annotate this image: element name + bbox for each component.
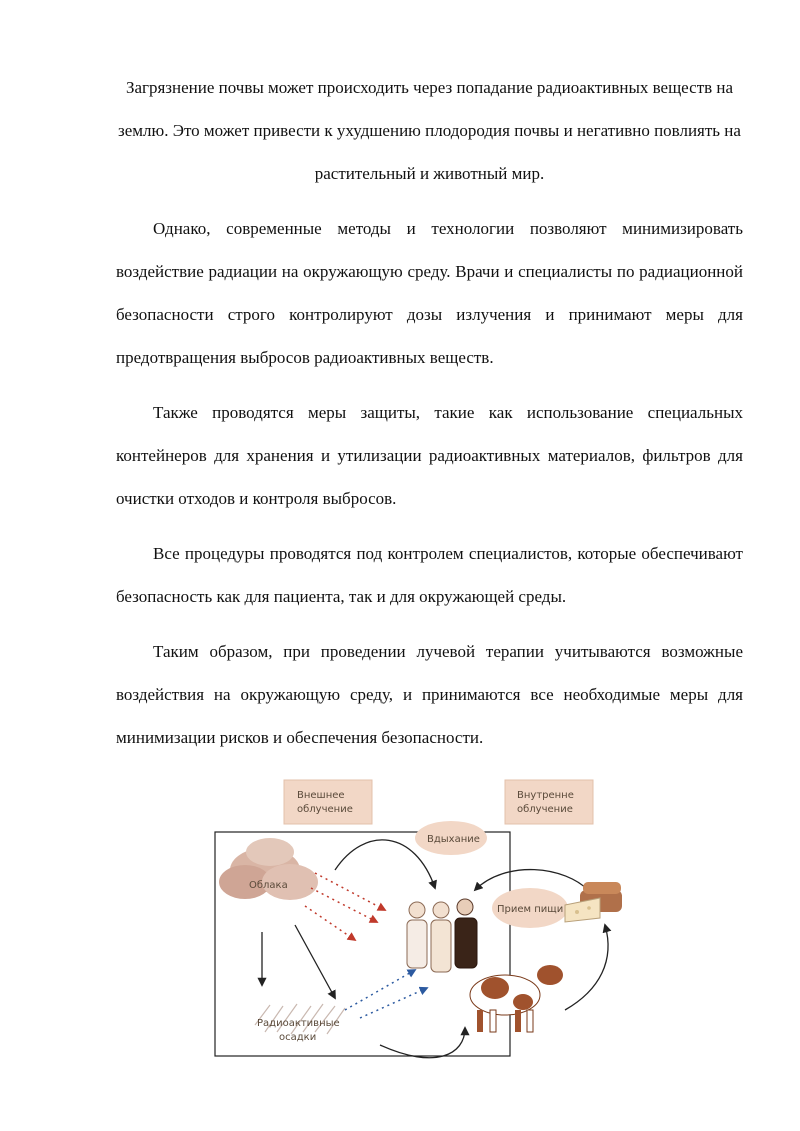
paragraph-protection-measures: Также проводятся меры защиты, такие как использование специальных контейнеров для хранения и утилизации радиоактивных материалов, фильтров для очистки отходов и контроля выбросов. <box>116 403 743 508</box>
external-exposure-label <box>284 780 372 824</box>
svg-text:Внутренне: Внутренне <box>517 790 574 801</box>
inhalation-label <box>415 821 487 855</box>
body-text <box>116 66 743 771</box>
paragraph-specialist-control: Все процедуры проводятся под контролем специалистов, которые обеспечивают безопасность как для пациента, так и для окружающей среды. <box>116 544 743 606</box>
svg-text:Внешнее: Внешнее <box>297 790 345 801</box>
svg-text:Радиоактивные: Радиоактивные <box>257 1018 340 1029</box>
svg-text:облучение: облучение <box>517 804 573 815</box>
cow-icon <box>470 965 563 1032</box>
internal-exposure-label <box>505 780 593 824</box>
radiation-exposure-diagram <box>205 770 645 1070</box>
food-icon <box>565 882 622 922</box>
svg-text:облучение: облучение <box>297 804 353 815</box>
people-icon <box>407 899 477 972</box>
svg-text:Вдыхание: Вдыхание <box>427 834 480 845</box>
paragraph-modern-methods: Однако, современные методы и технологии позволяют минимизировать воздействие радиации на окружающую среду. Врачи и специалисты по радиационной безопасности строго контролируют дозы излучения и принимают меры для предотвращения выбросов радиоактивных веществ. <box>116 219 743 367</box>
svg-text:Облака: Облака <box>249 880 288 891</box>
fallout-icon <box>255 1004 345 1043</box>
paragraph-conclusion: Таким образом, при проведении лучевой терапии учитываются возможные воздействия на окружающую среду, и принимаются все необходимые меры для минимизации рисков и обеспечения безопасности. <box>116 642 743 747</box>
cloud-icon <box>219 838 318 900</box>
svg-text:Прием пищи: Прием пищи <box>497 904 564 915</box>
paragraph-soil-contamination: Загрязнение почвы может происходить через попадание радиоактивных веществ на землю. Это может привести к ухудшению плодородия почвы и негативно повлиять на растительный и животный мир. <box>118 78 741 183</box>
food-intake-label <box>492 888 568 928</box>
radiation-arrows-fallout <box>345 970 427 1018</box>
svg-text:осадки: осадки <box>279 1032 317 1043</box>
